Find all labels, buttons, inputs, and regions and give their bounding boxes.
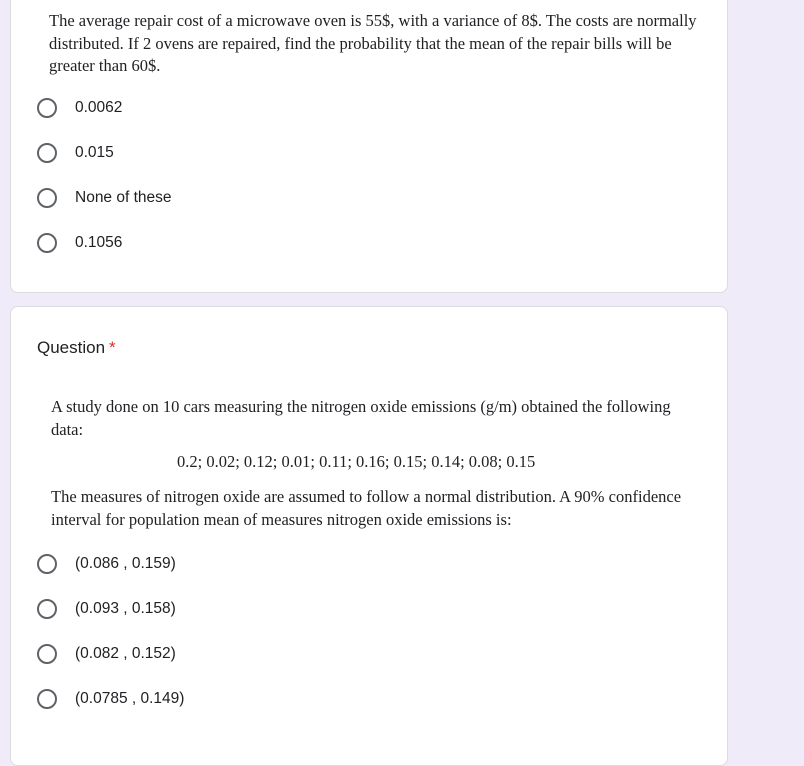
radio-button-icon[interactable]	[37, 689, 57, 709]
option-label: 0.015	[75, 144, 114, 161]
option-label: 0.0062	[75, 99, 123, 116]
radio-button-icon[interactable]	[37, 143, 57, 163]
question-2-data-values: 0.2; 0.02; 0.12; 0.01; 0.11; 0.16; 0.15; 0.14; 0.08; 0.15	[177, 452, 536, 471]
option-q1-0-0062[interactable]	[37, 96, 122, 120]
question-card-2	[10, 306, 728, 766]
option-q1-0-015[interactable]	[37, 141, 114, 165]
question-1-text: The average repair cost of a microwave oven is 55$, with a variance of 8$. The costs are normally distributed. If 2 ovens are repaired, find the probability that the mean of the repair bills will be greater than 60$.	[49, 11, 697, 75]
radio-button-icon[interactable]	[37, 599, 57, 619]
option-q2-b[interactable]	[37, 597, 176, 621]
option-q2-a[interactable]	[37, 552, 176, 576]
option-label: (0.093 , 0.158)	[75, 600, 176, 617]
option-label: 0.1056	[75, 234, 123, 251]
radio-button-icon[interactable]	[37, 188, 57, 208]
question-card-1	[10, 0, 728, 293]
radio-button-icon[interactable]	[37, 554, 57, 574]
option-label: (0.086 , 0.159)	[75, 555, 176, 572]
required-asterisk: *	[109, 338, 116, 357]
option-label: (0.082 , 0.152)	[75, 645, 176, 662]
radio-button-icon[interactable]	[37, 644, 57, 664]
question-title-label: Question	[37, 338, 106, 357]
option-q2-c[interactable]	[37, 642, 176, 666]
question-title	[37, 338, 116, 358]
radio-button-icon[interactable]	[37, 98, 57, 118]
option-label: (0.0785 , 0.149)	[75, 690, 185, 707]
option-label: None of these	[75, 189, 172, 206]
option-q1-none-of-these[interactable]	[37, 186, 172, 210]
question-2-intro: A study done on 10 cars measuring the nitrogen oxide emissions (g/m) obtained the following data:	[51, 397, 671, 439]
question-2-outro: The measures of nitrogen oxide are assumed to follow a normal distribution. A 90% confidence interval for population mean of measures nitrogen oxide emissions is:	[51, 487, 682, 529]
radio-button-icon[interactable]	[37, 233, 57, 253]
option-q1-0-1056[interactable]	[37, 231, 122, 255]
option-q2-d[interactable]	[37, 687, 184, 711]
